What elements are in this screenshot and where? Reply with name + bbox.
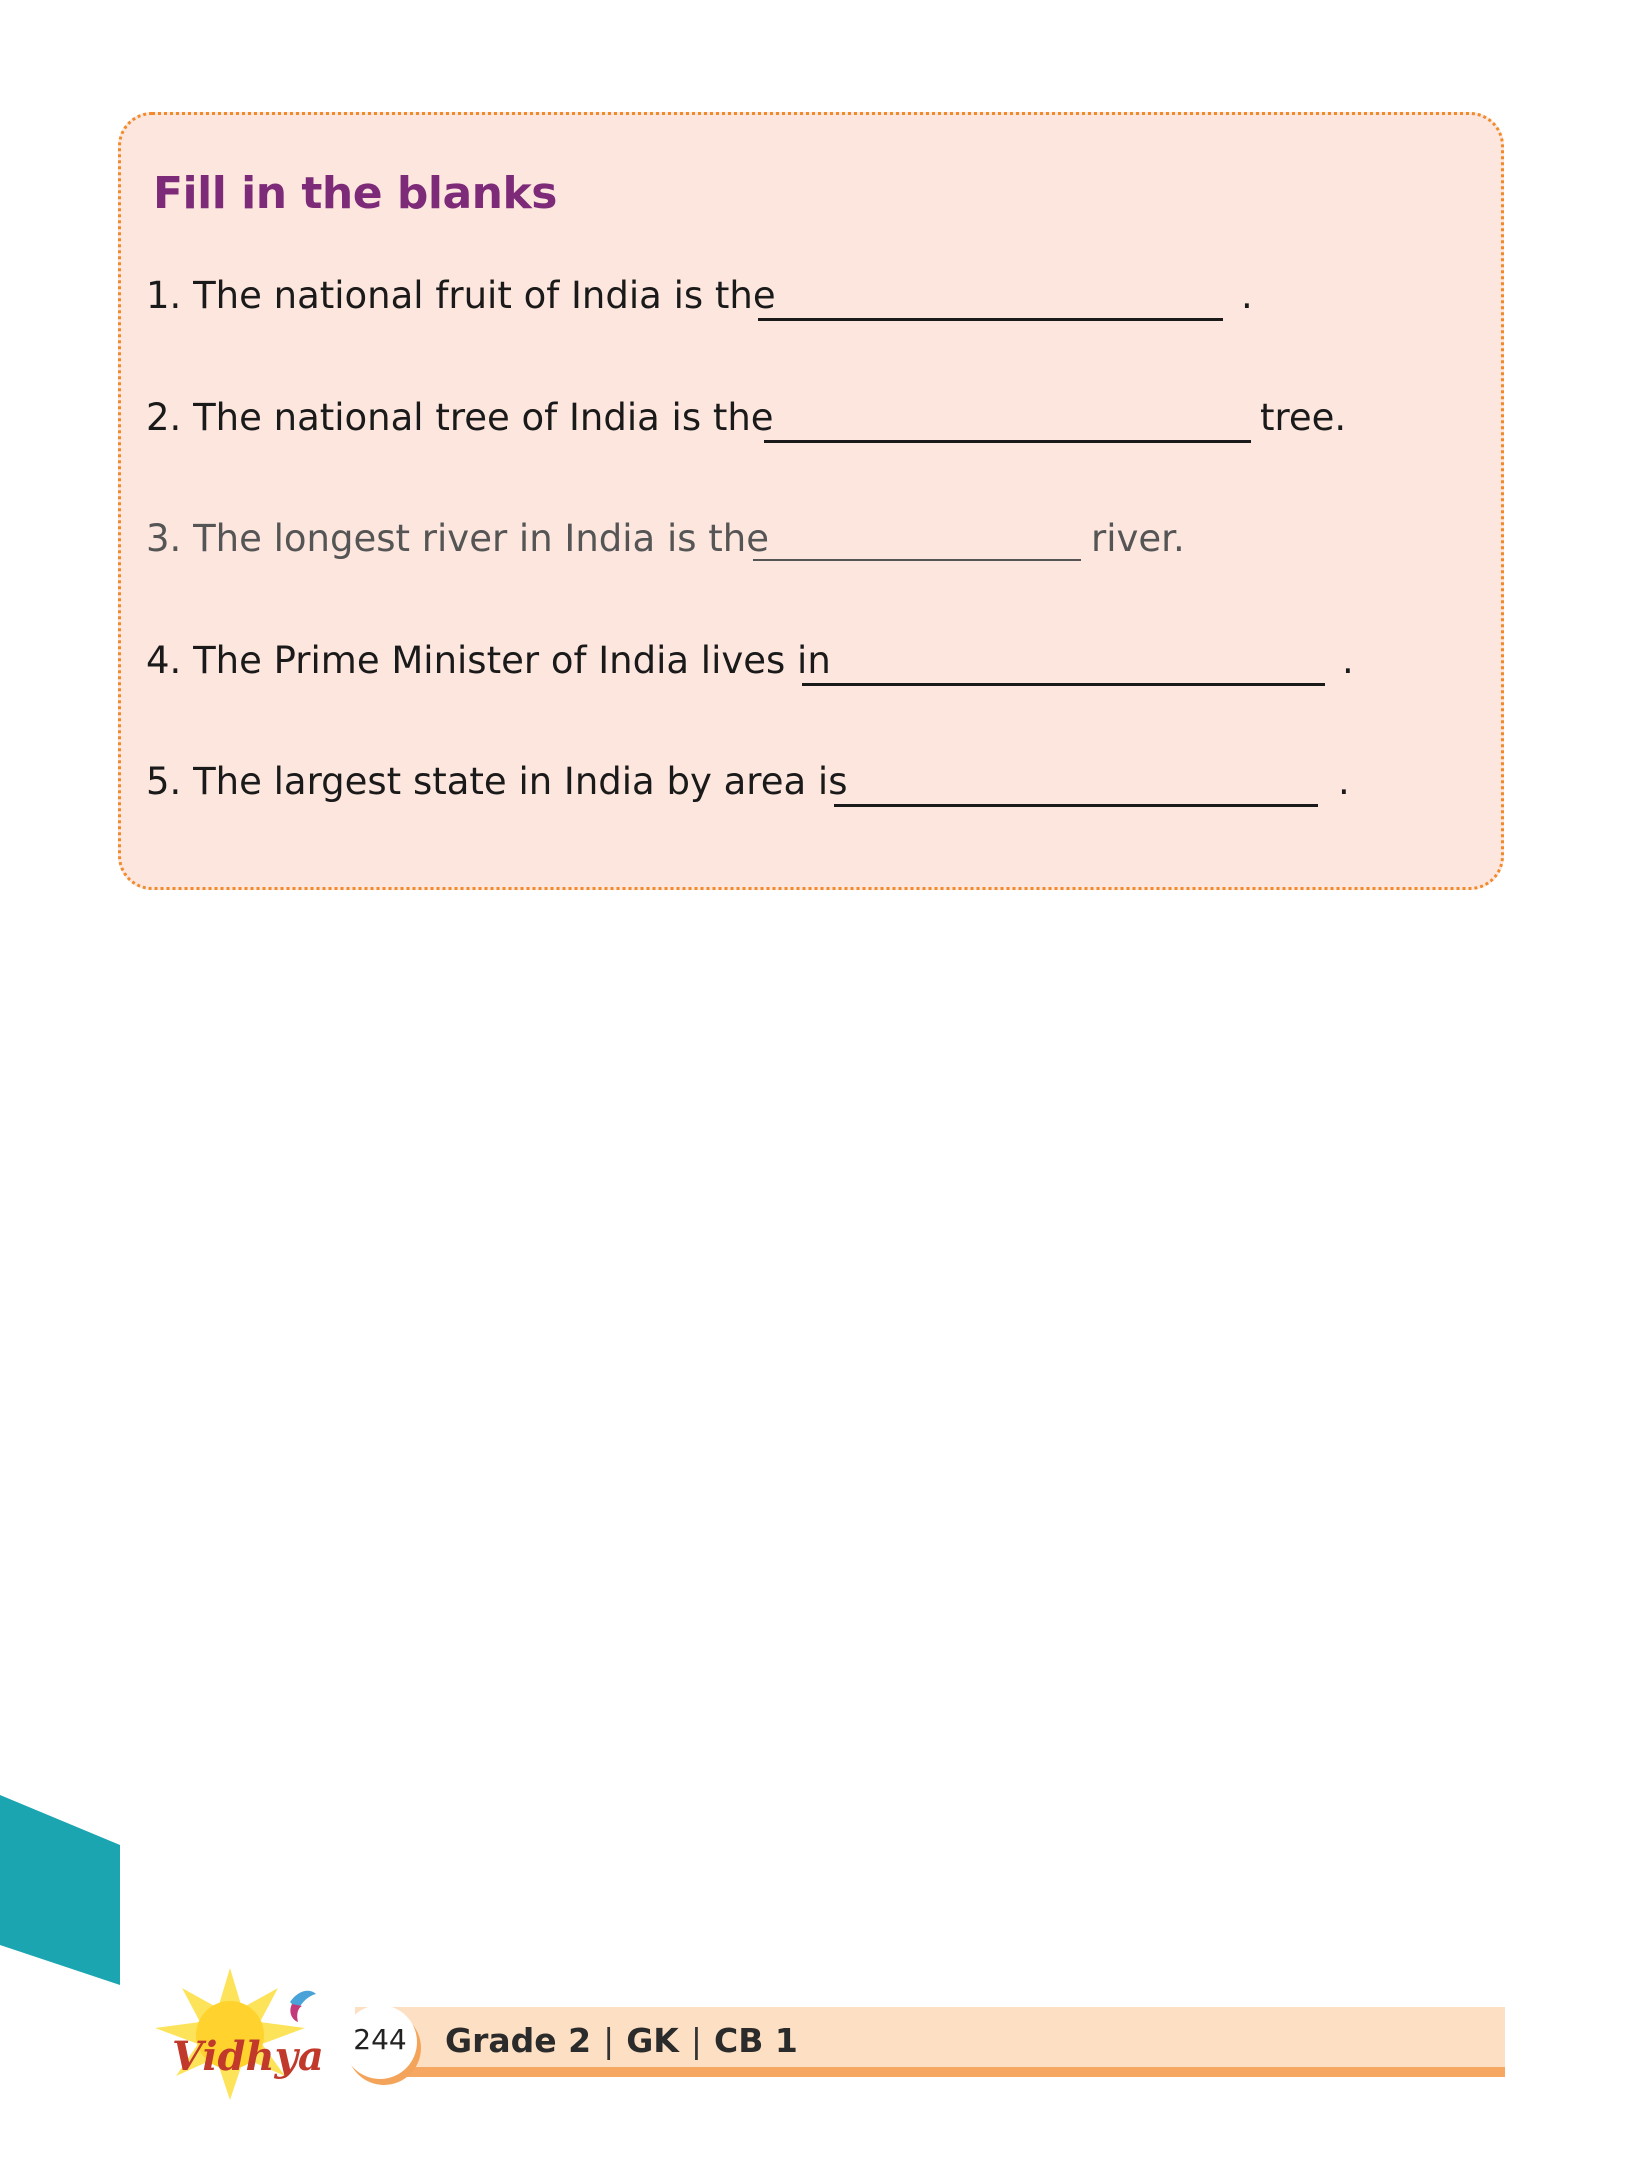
question-3-blank[interactable] [753,559,1081,561]
question-5-prompt: 5. The largest state in India by area is [146,760,848,803]
footer-subject: GK [626,2021,679,2060]
question-3-suffix: river. [1091,517,1185,560]
footer-grade: Grade 2 [445,2021,592,2060]
question-5 [146,760,1350,803]
page-number: 244 [353,2023,407,2056]
question-3 [146,517,1185,560]
question-3-prompt: 3. The longest river in India is the [146,517,770,560]
question-2-suffix: tree. [1260,396,1347,439]
question-5-blank[interactable] [834,804,1318,807]
question-2 [146,396,1347,439]
bird-icon [290,1991,316,2022]
footer-separator: | [603,2021,615,2060]
question-5-suffix: . [1338,760,1350,803]
question-2-prompt: 2. The national tree of India is the [146,396,774,439]
footer-title [445,2021,798,2060]
footer-book: CB 1 [714,2021,798,2060]
vidhya-logo [120,1960,360,2110]
logo-text: Vidhya [172,2033,324,2080]
question-1-suffix: . [1241,274,1253,317]
question-4-suffix: . [1342,639,1354,682]
side-tab [0,1795,120,1985]
footer-separator: | [690,2021,703,2060]
question-4-blank[interactable] [802,683,1325,686]
question-1 [146,274,1253,317]
question-2-blank[interactable] [764,440,1251,443]
question-4 [146,639,1354,682]
question-4-prompt: 4. The Prime Minister of India lives in [146,639,831,682]
question-1-blank[interactable] [758,318,1223,321]
question-1-prompt: 1. The national fruit of India is the [146,274,776,317]
exercise-title: Fill in the blanks [153,168,557,219]
